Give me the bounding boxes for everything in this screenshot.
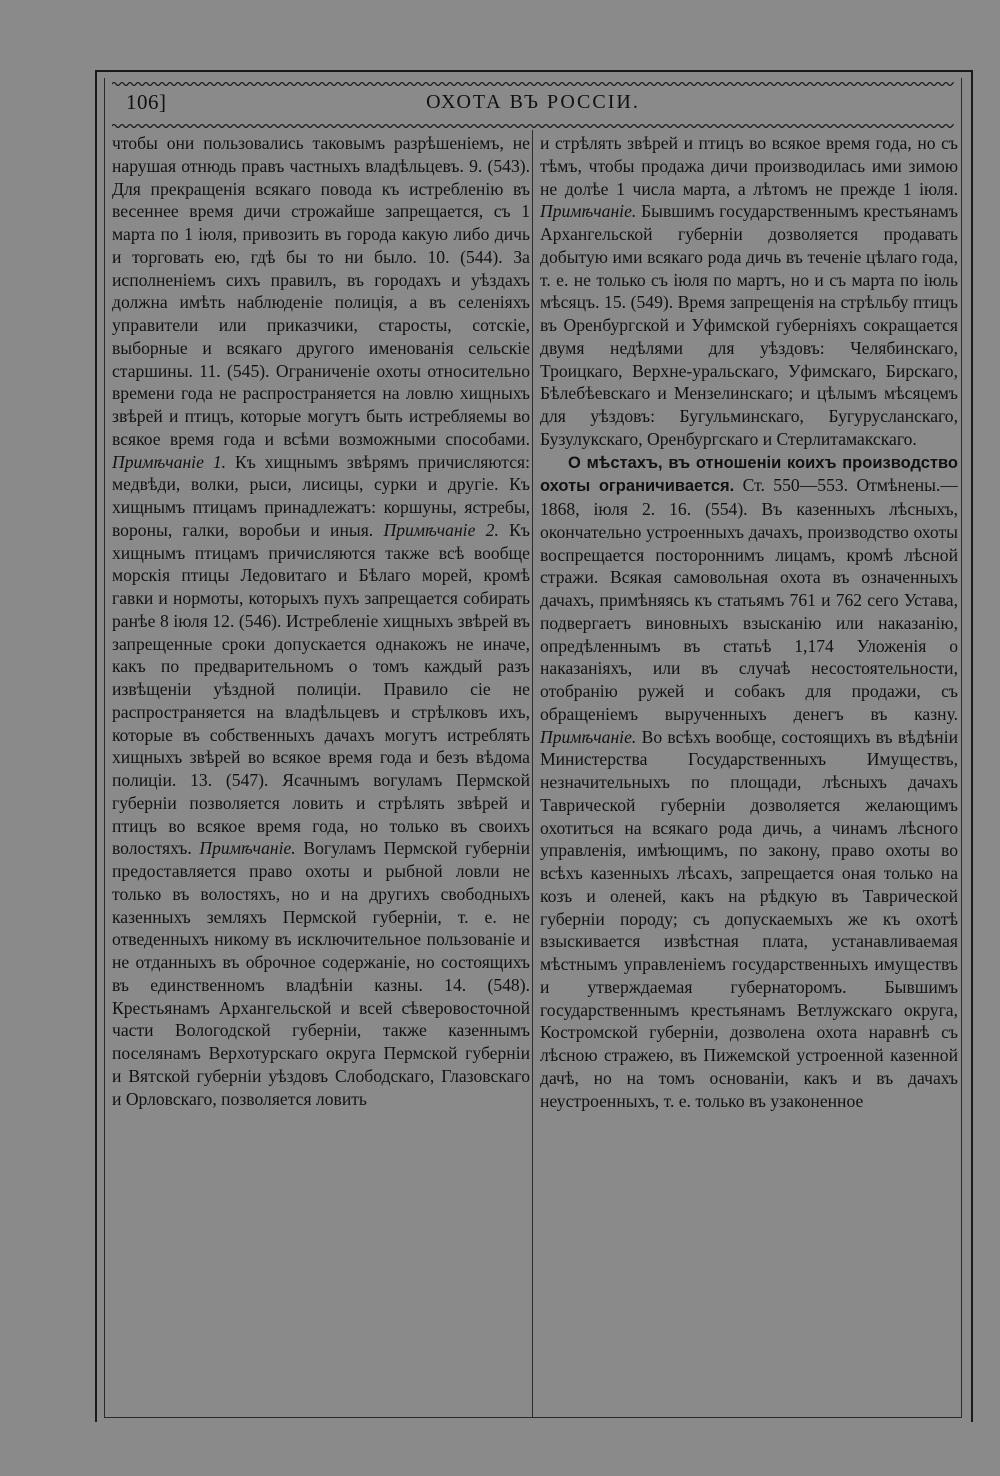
top-wavy-rule (112, 80, 954, 88)
right-note-2-text: Во всѣхъ вообще, состоящихъ въ вѣдѣніи Министерства Государственныхъ Имуществъ, незначительныхъ по площади, лѣсныхъ дачахъ Таврической губерніи дозволяется желающимъ охотиться на всякаго рода дичь, а чинамъ лѣсного управленія, имѣющимъ, по закону, право охоты во всѣхъ казенныхъ лѣсахъ, запрещается оная только на козъ и оленей, какъ на рѣдкую въ Таврической губерніи породу; съ допускаемыхъ же къ охотѣ взыскивается извѣстная плата, устанавливаемая мѣстнымъ управленіемъ государственныхъ имуществъ и утверждаемая губернаторомъ. Бывшимъ государственнымъ крестьянамъ Ветлужскаго округа, Костромской губерніи, дозволена охота наравнѣ съ лѣсною стражею, въ Пижемской устроенной казенной дачѣ, но на томъ основаніи, какъ и въ дачахъ неустроенныхъ, т. е. только въ узаконенное (540, 726, 958, 1111)
right-paragraph-2: Ст. 550—553. Отмѣнены.—1868, іюля 2. 16. (554). Въ казенныхъ лѣсныхъ, окончательно устроенныхъ дачахъ, производство охоты воспрещается постороннимъ лицамъ, кромѣ лѣсной стражи. Всякая самовольная охота въ означенныхъ дачахъ, примѣняясь къ статьямъ 761 и 762 сего Устава, подвергаетъ виновныхъ взысканію или наказанію, опредѣленнымъ въ статьѣ 1,174 Уложенія о наказаніяхъ, или въ случаѣ несостоятельности, отобранію ружей и собакъ для продажи, съ обращеніемъ вырученныхъ денегъ въ казну. (540, 475, 958, 724)
left-column-text (112, 132, 530, 1110)
right-column-text-1 (540, 132, 958, 451)
right-note-label: Примѣчаніе. (540, 201, 637, 222)
page-header (112, 88, 954, 118)
header-wavy-rule (112, 122, 954, 130)
right-paragraph-1: и стрѣлять звѣрей и птицъ во всякое время года, но съ тѣмъ, чтобы продажа дичи производилась ими зимою не долѣе 1 числа марта, а лѣтомъ не прежде 1 іюля. (540, 133, 958, 199)
section-subheading: О мѣстахъ, въ отношеніи коихъ производство охоты ограничивается. (540, 453, 958, 496)
note-2-label: Примѣчаніе 2. (383, 519, 499, 540)
right-note-text: Бывшимъ государственнымъ крестьянамъ Архангельской губерніи дозволяется продавать добытую ими всякаго рода дичь въ теченіе цѣлаго года, т. е. не только съ іюля по мартъ, но и съ марта по іюль мѣсяцъ. 15. (549). Время запрещенія на стрѣльбу птицъ въ Оренбургской и Уфимской губерніяхъ сокращается двумя недѣлями для уѣздовъ: Челябинскаго, Троицкаго, Верхне-уральскаго, Уфимскаго, Бирскаго, Бѣлебѣевскаго и Мензелинскаго; и цѣлымъ мѣсяцемъ для уѣздовъ: Бугульминскаго, Бугурусланскаго, Бузулукскаго, Оренбургскаго и Стерлитамакскаго. (540, 201, 958, 449)
note-2-text: Къ хищнымъ птицамъ причисляются также всѣ вообще морскія птицы Ледовитаго и Бѣлаго морей, кромѣ гавки и нормоты, которыхъ пухъ запрещается собирать ранѣе 8 іюля 12. (546). Истребленіе хищныхъ звѣрей въ запрещенные сроки допускается однакожъ не иначе, какъ по предварительномъ о томъ каждый разъ извѣщеніи уѣздной полиціи. Правило сіе не распространяется на владѣльцевъ и стрѣлковъ ихъ, которые въ собственныхъ дачахъ могутъ истреблять хищныхъ звѣрей во всякое время года и безъ вѣдома полиціи. 13. (547). Ясачнымъ вогуламъ Пермской губерніи позволяется ловить и стрѣлять звѣрей и птицъ во всякое время года, но только въ своихъ волостяхъ. (112, 519, 530, 859)
page-number: 106] (126, 90, 167, 114)
column-divider (532, 130, 533, 1418)
right-column-text-2 (540, 451, 958, 1113)
note-1-label: Примѣчаніе 1. (112, 451, 227, 472)
note-1-text: Къ хищнымъ звѣрямъ причисляются: медвѣди, волки, рыси, лисицы, сурки и другіе. Къ хищнымъ птицамъ принадлежатъ: коршуны, ястребы, вороны, галки, воробьи и иныя. (112, 451, 530, 540)
note-3-label: Примѣчаніе. (199, 838, 296, 859)
left-column (112, 132, 530, 1418)
right-column (540, 132, 958, 1418)
right-note-2-label: Примѣчаніе. (540, 726, 637, 747)
note-3-text: Вогуламъ Пермской губерніи предоставляется право охоты и рыбной ловли не только въ волостяхъ, но и на другихъ свободныхъ казенныхъ земляхъ Пермской губерніи, т. е. не отведенныхъ никому въ исключительное пользованіе и не отданныхъ въ оброчное содержаніе, но состоящихъ въ единственномъ владѣніи казны. 14. (548). Крестьянамъ Архангельской и всей сѣверовосточной части Вологодской губерніи, также казеннымъ поселянамъ Верхотурскаго округа Пермской губерніи и Вятской губерніи уѣздовъ Слободскаго, Глазовскаго и Орловскаго, позволяется ловить (112, 838, 530, 1109)
running-title: ОХОТА ВЪ РОССІИ. (426, 91, 640, 113)
left-paragraph-1: чтобы они пользовались таковымъ разрѣшеніемъ, не нарушая отнюдь правъ частныхъ владѣльцевъ. 9. (543). Для прекращенія всякаго повода къ истребленію въ весеннее время дичи строжайше запрещается, съ 1 марта по 1 іюля, привозить въ города какую либо дичь и торговать ею, гдѣ бы то ни было. 10. (544). За исполненіемъ сихъ правилъ, въ городахъ и уѣздахъ должна имѣть наблюденіе полиція, а въ селеніяхъ управители или приказчики, старосты, сотскіе, выборные и всякаго другого именованія сельскіе старшины. 11. (545). Ограниченіе охоты относительно времени года не распространяется на ловлю хищныхъ звѣрей и птицъ, которые могутъ быть истребляемы во всякое время года и всѣми возможными способами. (112, 133, 530, 449)
